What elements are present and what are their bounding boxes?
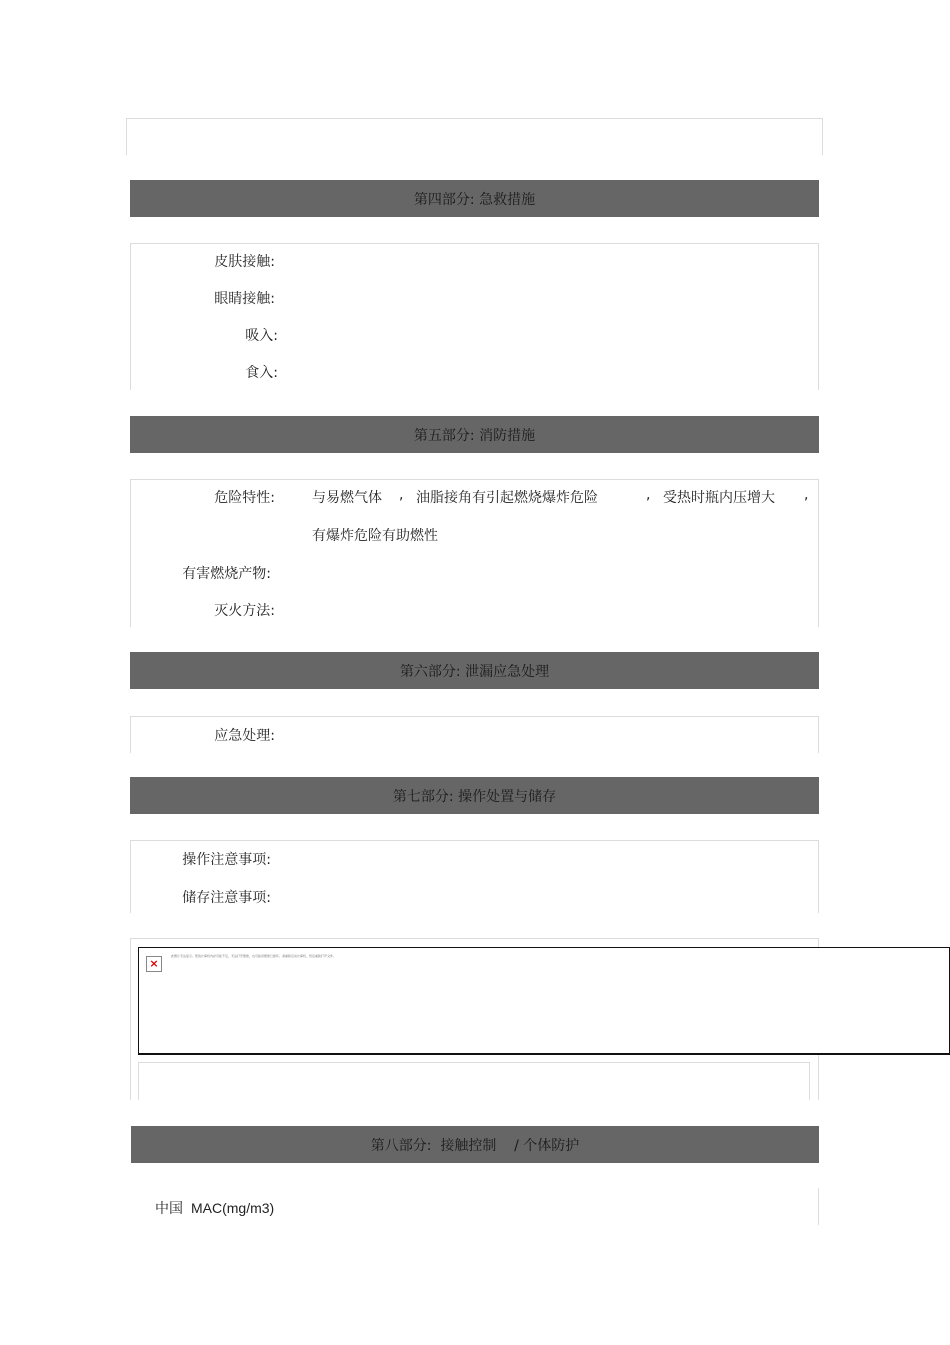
inner-empty-box: [138, 1062, 810, 1100]
section-8-right-border: [818, 1188, 819, 1225]
ingest-label: 食入:: [245, 365, 278, 381]
extinguishing-method-label: 灭火方法:: [214, 603, 275, 619]
section-6-title: 第六部分: 泄漏应急处理: [399, 663, 550, 680]
section-6-header: [130, 652, 819, 689]
hazard-comma-2: ,: [646, 487, 651, 503]
top-empty-box: [126, 118, 823, 155]
section-4-title: 第四部分: 急救措施: [413, 191, 536, 208]
section-8-title: 第八部分: 接触控制 / 个体防护: [370, 1137, 580, 1154]
emergency-handling-label: 应急处理:: [214, 728, 275, 744]
broken-image: [138, 947, 950, 1055]
hazard-comma-3: ,: [804, 487, 809, 503]
section-8-header: [131, 1126, 819, 1163]
mac-country-label: 中国: [155, 1201, 183, 1217]
section-7-header: [130, 777, 819, 814]
hazard-comma-1: ,: [399, 487, 404, 503]
section-7-title: 第七部分: 操作处置与储存: [392, 788, 557, 805]
section-4-header: [130, 180, 819, 217]
section-5-title: 第五部分: 消防措施: [413, 427, 536, 444]
hazard-label: 危险特性:: [214, 490, 275, 506]
skin-contact-label: 皮肤接触:: [214, 254, 275, 270]
mac-value-label: MAC(mg/m3): [191, 1200, 275, 1216]
inhale-label: 吸入:: [245, 328, 278, 344]
hazard-text-2: 油脂接角有引起燃烧爆炸危险: [416, 490, 598, 506]
hazard-text-1: 与易燃气体: [312, 490, 382, 506]
broken-image-icon: ×: [146, 956, 162, 972]
section-5-header: [130, 416, 819, 453]
hazard-text-3: 受热时瓶内压增大: [663, 490, 775, 506]
mac-row: [155, 1198, 274, 1218]
eye-contact-label: 眼睛接触:: [214, 291, 275, 307]
hazard-text-line2: 有爆炸危险有助燃性: [312, 528, 438, 544]
combustion-products-label: 有害燃烧产物:: [182, 566, 271, 582]
storage-precautions-label: 储存注意事项:: [182, 890, 271, 906]
operation-precautions-label: 操作注意事项:: [182, 852, 271, 868]
broken-image-caption: 此图片无法显示。您的计算机内存可能不足，无法打开图像，也可能是图像已损坏。请重新启动计算机，然后重新打开文件。: [171, 954, 337, 958]
